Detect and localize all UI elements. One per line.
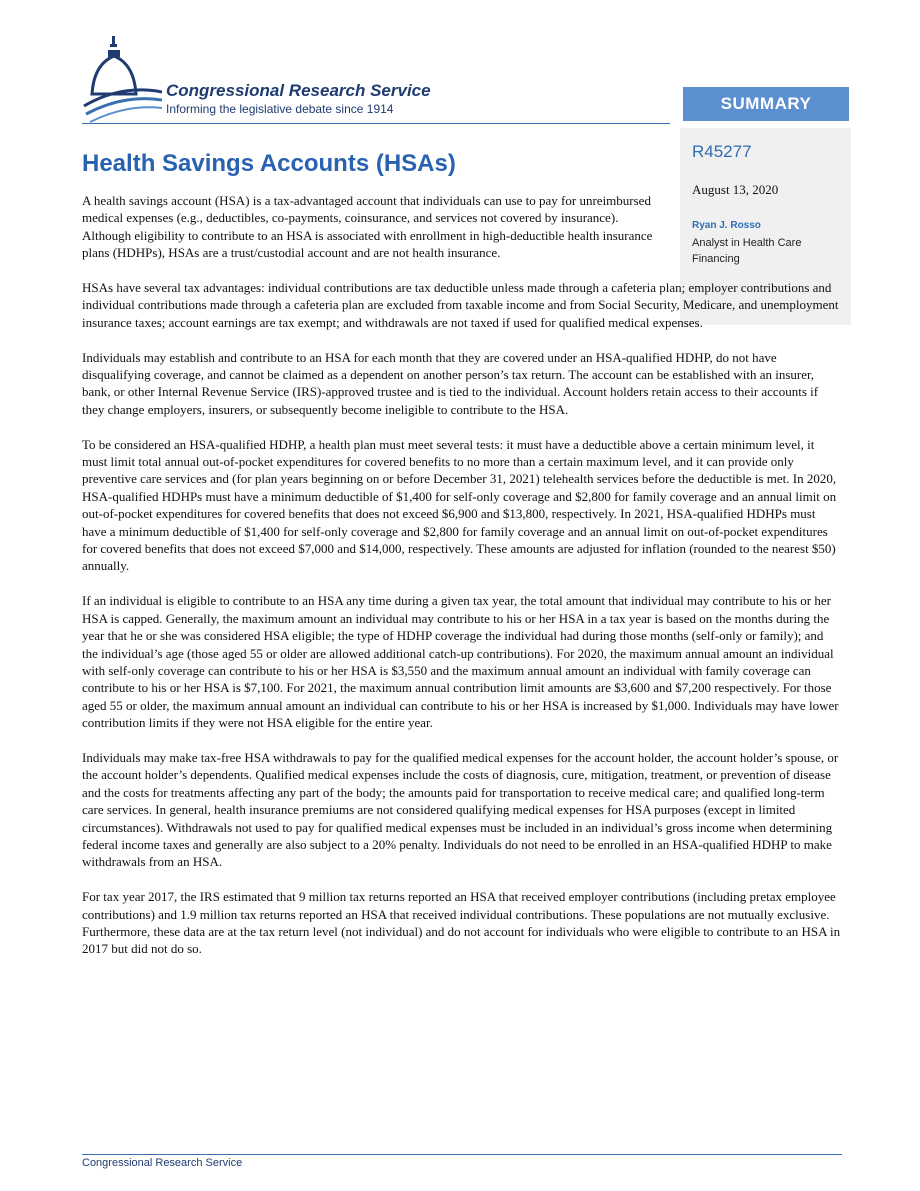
header-divider — [82, 123, 670, 124]
report-number: R45277 — [692, 142, 752, 161]
paragraph: HSAs have several tax advantages: individual contributions are tax deductible unless made through a cafeteria plan; employer contributions and individual contributions made through a cafeteria plan are excluded from taxable income and from Social Security, Medicare, and unemployment insurance taxes; account earnings are tax exempt; and withdrawals are not taxed if used for qualified medical expenses. — [82, 280, 839, 330]
paragraph: Individuals may make tax-free HSA withdrawals to pay for the qualified medical expenses for the account holder, the account holder’s spouse, or the account holder’s dependents. Qualified medical expenses include the costs of diagnosis, cure, mitigation, treatment, or prevention of disease and the costs for treatments affecting any part of the body; the amounts paid for transportation to receive medical care; and qualified long-term care services. In general, health insurance premiums are not considered qualifying medical expenses for HSA purposes (except in limited circumstances). Withdrawals not used to pay for qualified medical expenses must be included in an individual’s gross income when determining federal income taxes and generally are also subject to a 20% penalty. Individuals do not need to be enrolled in an HSA-qualified HDHP to make withdrawals from an HSA. — [82, 749, 839, 870]
author-title: Analyst in Health Care Financing — [692, 237, 802, 265]
page-title: Health Savings Accounts (HSAs) — [82, 150, 456, 177]
summary-body — [82, 192, 842, 975]
paragraph: If an individual is eligible to contribute to an HSA any time during a given tax year, the total amount that individual may contribute to his or her HSA is capped. Generally, the maximum amount an individual may contribute to his or her HSA in a tax year is based on the months during the year that he or she was considered HSA eligible; the type of HDHP coverage the individual had during those months (self-only or family); and the individual’s age (those aged 55 or older are allowed additional catch-up contributions). For 2020, the maximum annual amount an individual with self-only coverage can contribute to his or her HSA is $3,550 and the maximum annual amount an individual with family coverage can contribute to his or her HSA is $7,100. For 2021, the maximum annual contribution limit amounts are $3,600 and $7,200 respectively. For those aged 55 or older, the maximum annual amount an individual can contribute to his or her HSA is increased by $1,000. Individuals may have lower contribution limits if they were not HSA eligible for the entire year. — [82, 593, 839, 731]
summary-tab: SUMMARY — [683, 87, 849, 121]
footer-divider — [82, 1154, 842, 1155]
author-name[interactable]: Ryan J. Rosso — [692, 220, 761, 231]
crs-logo — [82, 34, 482, 124]
org-tagline: Informing the legislative debate since 1914 — [166, 102, 394, 116]
report-date: August 13, 2020 — [692, 182, 779, 197]
org-name: Congressional Research Service — [166, 81, 431, 100]
paragraph: A health savings account (HSA) is a tax-advantaged account that individuals can use to pay for unreimbursed medical expenses (e.g., deductibles, co-payments, coinsurance, and services not covered by insurance). Although eligibility to contribute to an HSA is associated with enrollment in high-deductible health insurance plans (HDHPs), HSAs are a trust/custodial account and are not health insurance. — [82, 193, 653, 261]
paragraph: To be considered an HSA-qualified HDHP, a health plan must meet several tests: it must have a deductible above a certain minimum level, it must limit total annual out-of-pocket expenditures for covered benefits to no more than a certain maximum level, and it can provide only preventive care services and (for plan years beginning on or before December 31, 2021) telehealth services before the deductible is met. In 2020, HSA-qualified HDHPs must have a minimum deductible of $1,400 for self-only coverage and $2,800 for family coverage and an annual limit on out-of-pocket expenditures for covered benefits that does not exceed $6,900 and $13,800, respectively. In 2021, HSA-qualified HDHPs must have a minimum deductible of $1,400 for self-only coverage and $2,800 for family coverage and an annual limit on out-of-pocket expenditures for covered benefits that does not exceed $7,000 and $14,000, respectively. These amounts are adjusted for inflation (rounded to the nearest $50) annually. — [82, 436, 837, 574]
footer-text: Congressional Research Service — [82, 1157, 243, 1169]
paragraph: For tax year 2017, the IRS estimated that 9 million tax returns reported an HSA that received employer contributions (including pretax employee contributions) and 1.9 million tax returns reported an HSA that received individual contributions. These populations are not mutually exclusive. Furthermore, these data are at the tax return level (not individual) and do not account for individuals who were eligible to contribute to an HSA in 2017 but did not do so. — [82, 889, 841, 957]
paragraph: Individuals may establish and contribute to an HSA for each month that they are covered under an HSA-qualified HDHP, do not have disqualifying coverage, and cannot be claimed as a dependent on another person’s tax return. The account can be established with an insurer, bank, or other Internal Revenue Service (IRS)-approved trustee and is tied to the individual. Account holders retain access to their accounts if they change employers, insurers, or subsequently become ineligible to contribute to the HSA. — [82, 349, 819, 417]
capitol-dome-icon — [82, 34, 162, 124]
